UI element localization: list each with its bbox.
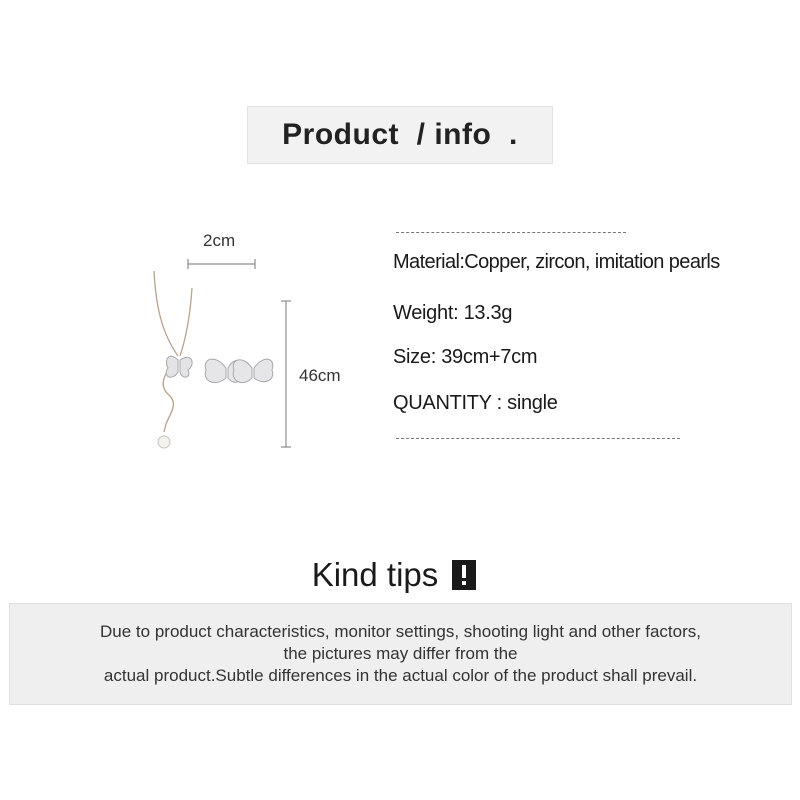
specs-divider-bottom [396,438,680,439]
product-info-banner [247,106,553,164]
tips-line: Due to product characteristics, monitor settings, shooting light and other factors, [100,622,701,641]
specs-divider-top [396,232,626,233]
spec-quantity: QUANTITY : single [393,392,558,414]
necklace-chain-right [180,288,192,356]
width-dimension-line [188,259,255,269]
spec-material: Material:Copper, zircon, imitation pearls [393,251,720,273]
height-dimension-label: 46cm [299,366,341,385]
tips-line: the pictures may differ from the [283,644,518,663]
height-dimension-line [281,301,291,447]
kind-tips-title: Kind tips [311,556,439,593]
product-image [140,228,370,458]
spec-weight: Weight: 13.3g [393,302,513,324]
kind-tips-heading [0,556,800,594]
width-dimension-label: 2cm [203,231,236,250]
earring-butterfly-right [233,359,273,382]
kind-tips-notice [9,603,792,705]
pearl-bead [158,436,170,448]
spec-size: Size: 39cm+7cm [393,346,538,368]
page-title: Product / info . [282,118,518,151]
exclamation-icon [452,560,476,590]
necklace-chain-left [154,271,178,356]
pendant-butterfly [166,356,192,377]
tips-line: actual product.Subtle differences in the actual color of the product shall prevail. [103,666,698,685]
